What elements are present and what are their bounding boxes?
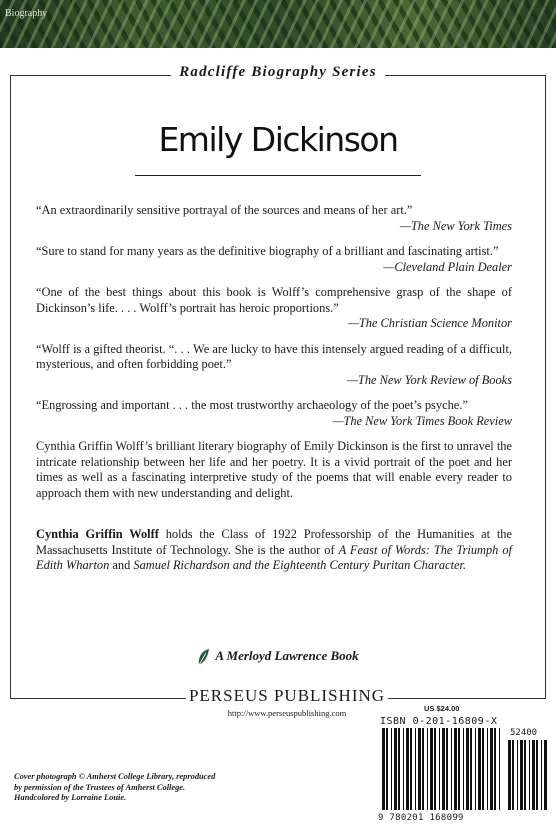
series-title: Radcliffe Biography Series	[171, 64, 385, 80]
review-quote	[36, 342, 512, 389]
title-underline	[135, 175, 421, 176]
book-description: Cynthia Griffin Wolff’s brilliant literary biography of Emily Dickinson is the first to unravel the intricate relationship between her life and her poetry. It is a vivid portrait of the poet and her times as well as a fascinating interpretive study of the poems that will enable every reader to approach them with new understanding and delight.	[36, 439, 512, 500]
author-bio-text: holds the Class of 1922 Professorship of the Humanities at the Massachusetts Institute of Technology. She is the author of	[36, 527, 512, 557]
ean-number: 9 780201 168099	[378, 813, 464, 823]
quote-text: “One of the best things about this book is Wolff’s comprehensive grasp of the shape of Dickinson’s life. . . . Wolff’s portrait has heroic proportions.”	[36, 285, 512, 315]
imprint-label: A Merloyd Lawrence Book	[215, 648, 359, 663]
cover-credit	[14, 772, 264, 804]
publisher-url: http://www.perseuspublishing.com	[227, 708, 347, 718]
credit-line: by permission of the Trustees of Amherst College.	[14, 782, 186, 792]
author-bio	[36, 527, 512, 574]
imprint-line	[0, 648, 556, 666]
series-heading	[0, 63, 556, 81]
cover-photo-banner	[0, 0, 556, 48]
quote-source: —The New York Review of Books	[346, 372, 512, 387]
credit-line: Handcolored by Lorraine Louie.	[14, 793, 127, 802]
quote-text: “Sure to stand for many years as the definitive biography of a brilliant and fascinating artist.”	[36, 244, 499, 258]
quote-text: “An extraordinarily sensitive portrayal of the sources and means of her art.”	[36, 203, 413, 217]
author-bio-text: and	[109, 558, 134, 572]
quote-source: —The Christian Science Monitor	[347, 316, 512, 330]
review-quote	[36, 203, 512, 234]
review-quote	[36, 285, 512, 332]
quote-source: —Cleveland Plain Dealer	[383, 259, 512, 274]
credit-line: Cover photograph © Amherst College Library, reproduced	[14, 772, 216, 781]
addon-code: 52400	[510, 728, 538, 738]
author-book-title: Samuel Richardson and the Eighteenth Century Puritan Character.	[133, 558, 467, 572]
author-name: Cynthia Griffin Wolff	[36, 527, 159, 541]
publisher-name: PERSEUS PUBLISHING	[186, 686, 388, 706]
quote-source: —The New York Times	[399, 218, 512, 233]
quote-source: —The New York Times Book Review	[332, 413, 512, 428]
category-label: Biography	[5, 8, 48, 19]
barcode	[380, 728, 550, 812]
quote-text: “Engrossing and important . . . the most trustworthy archaeology of the poet’s psyche.”	[36, 398, 468, 412]
quote-text: “Wolff is a gifted theorist. “. . . We are lucky to have this intensely argued reading of a difficult, mysterious, and often forbidding poet.”	[36, 341, 512, 371]
book-title: Emily Dickinson	[158, 120, 398, 159]
isbn-label: ISBN 0-201-16809-X	[380, 716, 498, 727]
leaf-icon	[197, 648, 210, 666]
price-label: US $24.00	[424, 704, 460, 713]
back-cover-text	[36, 203, 512, 574]
author-book-title: A Feast of Words: The Triumph of Edith Wharton	[36, 542, 512, 572]
review-quote	[36, 244, 512, 275]
review-quote	[36, 398, 512, 429]
